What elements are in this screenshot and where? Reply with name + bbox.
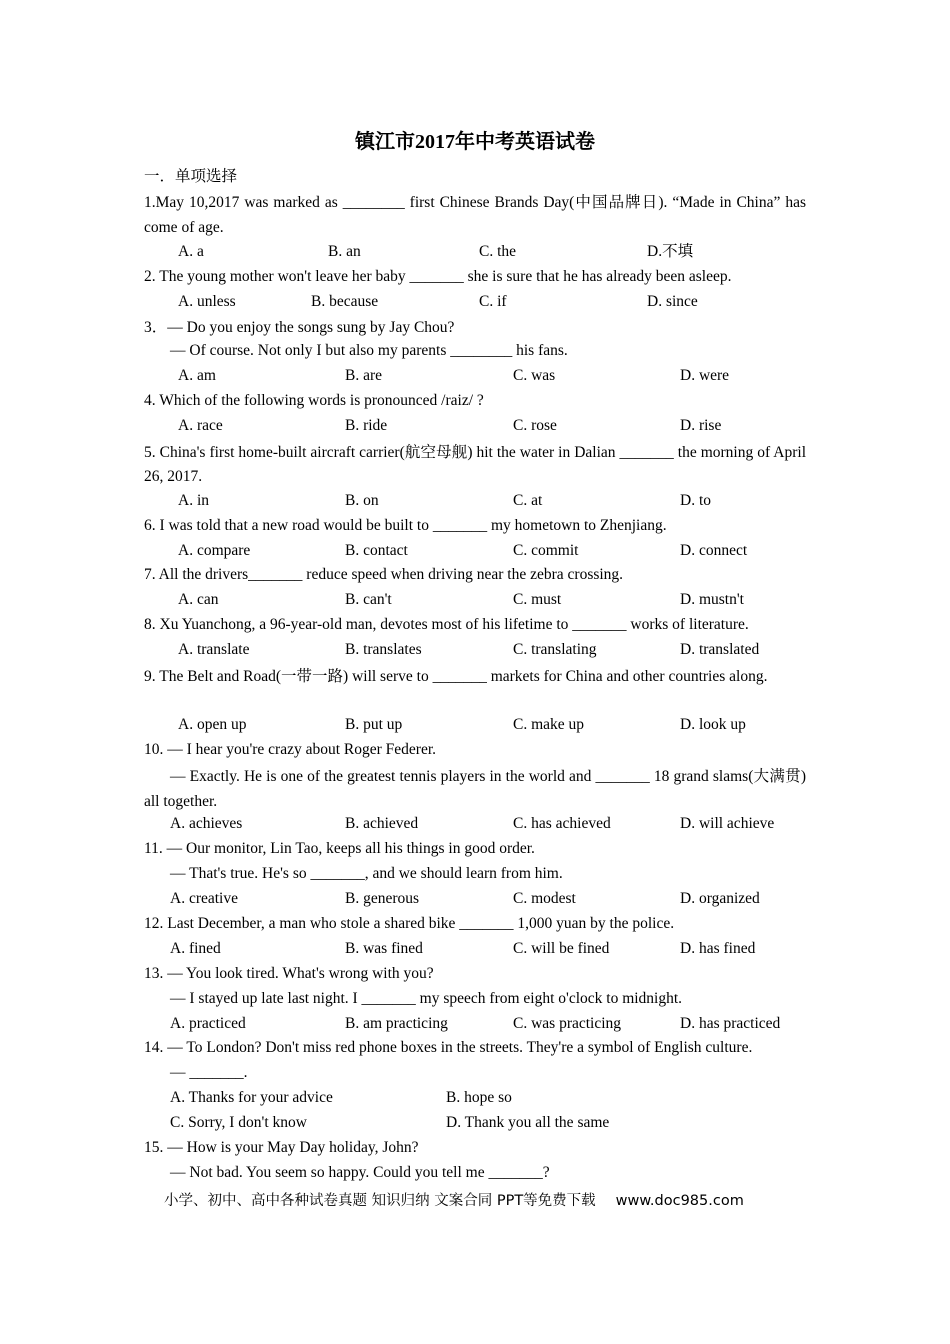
q1-option-d: D.不填	[647, 243, 694, 260]
q12-option-d: D. has fined	[680, 940, 756, 957]
question-2-text: 2. The young mother won't leave her baby _______ she is sure that he has already been asleep.	[144, 268, 732, 285]
q8-option-b: B. translates	[345, 641, 422, 658]
q13-option-d: D. has practiced	[680, 1015, 781, 1032]
exam-title: 镇江市2017年中考英语试卷	[355, 131, 595, 153]
question-1-text: 1.May 10,2017 was marked as ________ first Chinese Brands Day(中国品牌日). “Made in China” has come of age.	[144, 194, 806, 236]
q11-option-b: B. generous	[345, 890, 420, 907]
question-8-text: 8. Xu Yuanchong, a 96-year-old man, devotes most of his lifetime to _______ works of literature.	[144, 616, 749, 633]
question-7-text: 7. All the drivers_______ reduce speed when driving near the zebra crossing.	[144, 566, 624, 583]
question-13-line2: — I stayed up late last night. I _______ my speech from eight o'clock to midnight.	[170, 990, 683, 1007]
q2-option-d: D. since	[647, 293, 698, 310]
q1-option-b: B. an	[328, 243, 361, 260]
question-13-line1: 13. — You look tired. What's wrong with you?	[144, 965, 434, 982]
section-heading: 一．单项选择	[144, 168, 238, 185]
footer-text: 小学、初中、高中各种试卷真题 知识归纳 文案合同 PPT等免费下载	[164, 1193, 596, 1209]
q3-option-b: B. are	[345, 367, 383, 384]
q14-option-b: B. hope so	[446, 1089, 512, 1106]
question-10-line1: 10. — I hear you're crazy about Roger Federer.	[144, 741, 437, 758]
q3-option-a: A. am	[178, 367, 216, 384]
question-15-line2: — Not bad. You seem so happy. Could you tell me _______?	[170, 1164, 550, 1181]
question-6-text: 6. I was told that a new road would be built to _______ my hometown to Zhenjiang.	[144, 517, 667, 534]
question-12-text: 12. Last December, a man who stole a shared bike _______ 1,000 yuan by the police.	[144, 915, 675, 932]
question-9-text: 9. The Belt and Road(一带一路) will serve to _______ markets for China and other countries along.	[144, 668, 768, 685]
q6-option-c: C. commit	[513, 542, 579, 559]
question-4-text: 4. Which of the following words is pronounced /raiz/ ?	[144, 392, 484, 409]
q13-option-b: B. am practicing	[345, 1015, 448, 1032]
q2-option-c: C. if	[479, 293, 507, 310]
question-3-line2: — Of course. Not only I but also my parents ________ his fans.	[170, 342, 568, 359]
q3-option-d: D. were	[680, 367, 730, 384]
q9-option-d: D. look up	[680, 716, 746, 733]
q5-option-b: B. on	[345, 492, 379, 509]
q8-option-a: A. translate	[178, 641, 250, 658]
q9-option-b: B. put up	[345, 716, 403, 733]
q1-option-a: A. a	[178, 243, 204, 260]
q2-option-a: A. unless	[178, 293, 236, 310]
footer-url[interactable]: www.doc985.com	[615, 1193, 744, 1209]
q10-option-a: A. achieves	[170, 815, 243, 832]
q2-option-b: B. because	[311, 293, 379, 310]
q8-option-d: D. translated	[680, 641, 760, 658]
q14-option-d: D. Thank you all the same	[446, 1114, 610, 1131]
q10-option-d: D. will achieve	[680, 815, 775, 832]
q9-option-c: C. make up	[513, 716, 585, 733]
q7-option-a: A. can	[178, 591, 219, 608]
q14-option-a: A. Thanks for your advice	[170, 1089, 333, 1106]
q11-option-a: A. creative	[170, 890, 238, 907]
q8-option-c: C. translating	[513, 641, 597, 658]
q12-option-b: B. was fined	[345, 940, 423, 957]
q11-option-d: D. organized	[680, 890, 760, 907]
q6-option-d: D. connect	[680, 542, 748, 559]
question-14-line1: 14. — To London? Don't miss red phone boxes in the streets. They're a symbol of English culture.	[144, 1039, 753, 1056]
q5-option-c: C. at	[513, 492, 543, 509]
q6-option-b: B. contact	[345, 542, 408, 559]
q14-option-c: C. Sorry, I don't know	[170, 1114, 307, 1131]
question-15-line1: 15. — How is your May Day holiday, John?	[144, 1139, 419, 1156]
q4-option-c: C. rose	[513, 417, 557, 434]
q10-option-c: C. has achieved	[513, 815, 611, 832]
q12-option-a: A. fined	[170, 940, 221, 957]
q5-option-d: D. to	[680, 492, 711, 509]
page-footer	[164, 1190, 744, 1212]
question-11-line2: — That's true. He's so _______, and we should learn from him.	[170, 865, 563, 882]
q12-option-c: C. will be fined	[513, 940, 610, 957]
q4-option-b: B. ride	[345, 417, 388, 434]
q11-option-c: C. modest	[513, 890, 576, 907]
question-14-line2: — _______.	[170, 1064, 248, 1081]
q6-option-a: A. compare	[178, 542, 251, 559]
q3-option-c: C. was	[513, 367, 556, 384]
q7-option-b: B. can't	[345, 591, 392, 608]
q5-option-a: A. in	[178, 492, 209, 509]
question-5-text: 5. China's first home-built aircraft carrier(航空母舰) hit the water in Dalian _______ the morning of April 26, 2017.	[144, 444, 806, 485]
q9-option-a: A. open up	[178, 716, 247, 733]
q4-option-d: D. rise	[680, 417, 722, 434]
q4-option-a: A. race	[178, 417, 223, 434]
q10-option-b: B. achieved	[345, 815, 419, 832]
q1-option-c: C. the	[479, 243, 517, 260]
question-3-line1: 3．— Do you enjoy the songs sung by Jay Chou?	[144, 319, 455, 336]
question-11-line1: 11. — Our monitor, Lin Tao, keeps all his things in good order.	[144, 840, 535, 857]
q13-option-c: C. was practicing	[513, 1015, 622, 1032]
q13-option-a: A. practiced	[170, 1015, 246, 1032]
q7-option-c: C. must	[513, 591, 562, 608]
q7-option-d: D. mustn't	[680, 591, 744, 608]
question-10-line2: — Exactly. He is one of the greatest tennis players in the world and _______ 18 grand slams(大满贯) all together.	[144, 768, 806, 810]
